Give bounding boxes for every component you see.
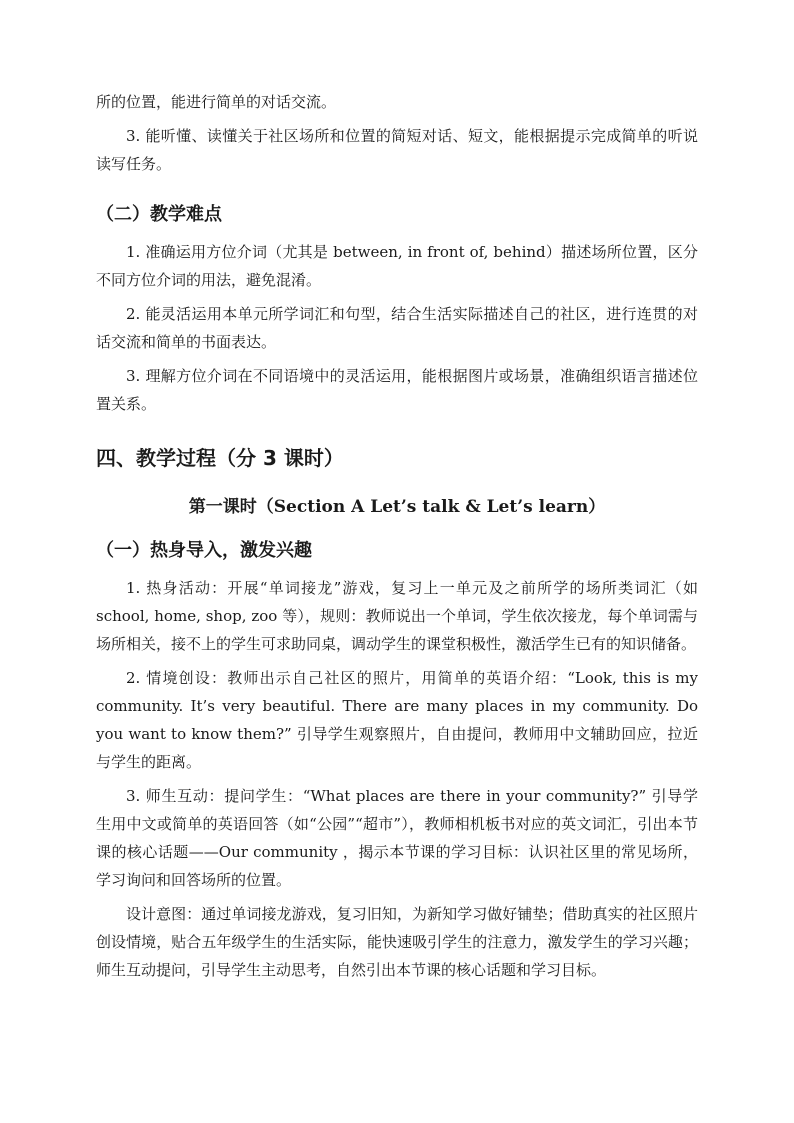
lesson-title: 第一课时（Section A Let’s talk & Let’s learn） [188,497,606,517]
warmup-item-2: 2. 情境创设：教师出示自己社区的照片，用简单的英语介绍：“Look, this is my community. It’s very beautiful. There are many places in my community. Do you want to know them?” 引导学生观察照片，自由提问，教师用中文辅助回应，拉近与学生的距离。 [96,669,698,771]
heading-teaching-difficulties: （二）教学难点 [96,204,222,225]
document-page [96,88,698,990]
heading-teaching-process: 四、教学过程（分 3 课时） [96,446,344,470]
design-intent: 设计意图：通过单词接龙游戏，复习旧知，为新知学习做好铺垫；借助真实的社区照片创设情境，贴合五年级学生的生活实际，能快速吸引学生的注意力，激发学生的学习兴趣；师生互动提问，引导学生主动思考，自然引出本节课的核心话题和学习目标。 [96,905,698,979]
difficulty-item-3: 3. 理解方位介词在不同语境中的灵活运用，能根据图片或场景，准确组织语言描述位置关系。 [96,367,698,413]
warmup-item-1: 1. 热身活动：开展“单词接龙”游戏，复习上一单元及之前所学的场所类词汇（如 school, home, shop, zoo 等），规则：教师说出一个单词，学生依次接龙，每个单词需与场所相关，接不上的学生可求助同桌，调动学生的课堂积极性，激活学生已有的知识储备。 [96,579,698,653]
difficulty-item-1: 1. 准确运用方位介词（尤其是 between, in front of, behind）描述场所位置，区分不同方位介词的用法，避免混淆。 [96,243,698,289]
warmup-item-3: 3. 师生互动：提问学生：“What places are there in your community?” 引导学生用中文或简单的英语回答（如“公园”“超市”），教师相机板书对应的英文词汇，引出本节课的核心话题——Our community ，揭示本节课的学习目标：认识社区里的常见场所，学习询问和回答场所的位置。 [96,787,698,889]
paragraph-continuation: 所的位置，能进行简单的对话交流。 [96,93,337,111]
difficulty-item-2: 2. 能灵活运用本单元所学词汇和句型，结合生活实际描述自己的社区，进行连贯的对话交流和简单的书面表达。 [96,305,698,351]
objective-item-3: 3. 能听懂、读懂关于社区场所和位置的简短对话、短文，能根据提示完成简单的听说读写任务。 [96,127,698,173]
heading-warmup: （一）热身导入，激发兴趣 [96,540,312,561]
